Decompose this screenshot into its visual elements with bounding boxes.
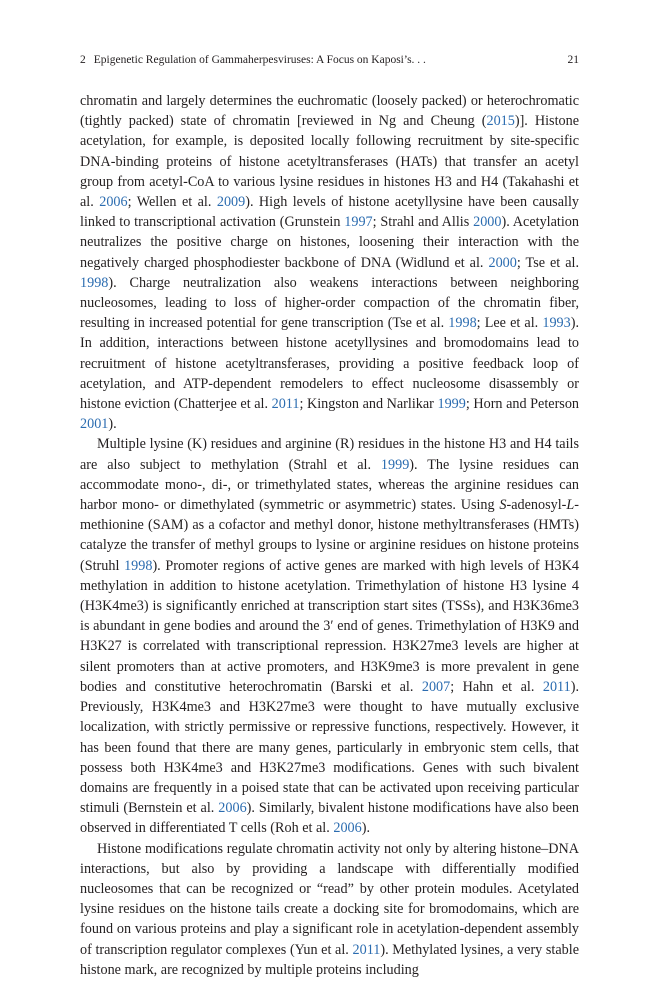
text-run: Multiple lysine (K) residues and arginine (R) residues in the histone H3 and H4 tails are also subject to methylation (Strahl et al.	[80, 436, 579, 473]
text-run: ). Promoter regions of active genes are marked with high levels of H3K4 methylation in addition to histone acetylation. Trimethylation of histone H3 lysine 4 (H3K4me3) is significantly enriched at transcription start sites (TSSs), and H3K36me3 is abundant in gene bodies and around the 3′ end of genes. Trimethylation of H3K9 and H3K27 is correlated with transcriptional repression. H3K27me3 levels are higher at silent promoters than at active promoters, and H3K9me3 is more prevalent in gene bodies and constitutive heterochromatin (Barski et al.	[80, 557, 579, 695]
citation-link[interactable]: 1999	[380, 456, 410, 473]
chapter-number: 2	[80, 54, 86, 66]
text-run: ). In addition, interactions between histone acetyllysines and bromodomains lead to recruitment of histone acetyltransferases, providing a positive feedback loop of acetylation, and ATP-dependent remodelers to effect nucleosome disassembly or histone eviction (Chatterjee et al.	[80, 315, 579, 413]
citation-link[interactable]: 2000	[473, 214, 502, 231]
citation-link[interactable]: 2000	[488, 254, 517, 271]
text-run: ).	[108, 416, 117, 433]
text-run: ). Methylated lysines, a very stable histone mark, are recognized by multiple proteins including	[80, 941, 579, 978]
text-run: Histone modifications regulate chromatin activity not only by altering histone–DNA interactions, but also by providing a landscape with differentially modified nucleosomes that can be recognized or “read” by other protein modules. Acetylated lysine residues on the histone tails create a docking site for bromodomains, which are found on various proteins and play a significant role in acetylation-dependent assembly of transcription regulator complexes (Yun et al.	[80, 840, 579, 958]
citation-link[interactable]: 2007	[421, 678, 451, 695]
body-text	[80, 91, 579, 980]
paragraph-3	[80, 839, 579, 980]
italic-text: S	[499, 497, 507, 514]
citation-link[interactable]: 1993	[542, 315, 571, 332]
running-head	[80, 52, 579, 68]
text-run: ). Charge neutralization also weakens interactions between neighboring nucleosomes, leading to loss of higher-order compaction of the chromatin fiber, resulting in increased potential for gene transcription (Tse et al.	[80, 274, 579, 332]
citation-link[interactable]: 1998	[80, 274, 109, 291]
citation-link[interactable]: 2011	[352, 941, 381, 958]
citation-link[interactable]: 2015	[486, 113, 515, 130]
citation-link[interactable]: 1997	[344, 214, 373, 231]
citation-link[interactable]: 2006	[333, 820, 362, 837]
text-run: ). The lysine residues can accommodate mono-, di-, or trimethylated states, whereas the arginine residues can harbor mono- or dimethylated (symmetric or asymmetric) states. Using	[80, 456, 579, 514]
citation-link[interactable]: 1998	[124, 557, 153, 574]
citation-link[interactable]: 1999	[437, 396, 466, 413]
citation-link[interactable]: 2001	[80, 416, 109, 433]
text-run: ; Kingston and Narlikar	[299, 396, 438, 413]
text-run: ). High levels of histone acetyllysine have been causally linked to transcriptional activation (Grunstein	[80, 194, 579, 231]
text-run: -methionine (SAM) as a cofactor and methyl donor, histone methyltransferases (HMTs) catalyze the transfer of methyl groups to lysine or arginine residues on histone proteins (Struhl	[80, 497, 579, 574]
running-head-title	[80, 52, 434, 68]
paragraph-1	[80, 91, 579, 434]
citation-link[interactable]: 2011	[271, 396, 300, 413]
text-run: ; Tse et al.	[516, 254, 579, 271]
text-run: ; Wellen et al.	[127, 194, 217, 211]
italic-text: L	[566, 497, 575, 514]
text-run: )]. Histone acetylation, for example, is deposited locally following recruitment by site-specific DNA-binding proteins of histone acetyltransferases (HATs) that transfer an acetyl group from acetyl-CoA to various lysine residues in histones H3 and H4 (Takahashi et al.	[80, 113, 579, 211]
text-run: ). Acetylation neutralizes the positive charge on histones, loosening their interaction with the negatively charged phosphodiester backbone of DNA (Widlund et al.	[80, 214, 579, 271]
citation-link[interactable]: 2006	[99, 194, 128, 211]
citation-link[interactable]: 2006	[218, 800, 247, 817]
text-run: -adenosyl-	[506, 497, 567, 514]
citation-link[interactable]: 2009	[216, 194, 246, 211]
text-run: ; Lee et al.	[476, 315, 543, 332]
citation-link[interactable]: 2011	[542, 678, 571, 695]
text-run: ; Strahl and Allis	[372, 214, 474, 231]
text-run: ). Similarly, bivalent histone modifications have also been observed in differentiated T cells (Roh et al.	[80, 800, 580, 837]
text-run: ).	[361, 820, 370, 837]
citation-link[interactable]: 1998	[448, 315, 477, 332]
text-run: ; Horn and Peterson	[465, 396, 580, 413]
text-run: ). Previously, H3K4me3 and H3K27me3 were thought to have mutually exclusive localization, with strictly permissive or repressive functions, respectively. However, it has been found that there are many genes, particularly in embryonic stem cells, that possess both H3K4me3 and H3K27me3 modifications. Genes with such bivalent domains are frequently in a poised state that can be activated upon receiving particular stimuli (Bernstein et al.	[80, 678, 579, 817]
paragraph-2	[80, 434, 579, 838]
chapter-title: Epigenetic Regulation of Gammaherpesviruses: A Focus on Kaposi’s. . .	[93, 54, 426, 66]
text-run: chromatin and largely determines the euchromatic (loosely packed) or heterochromatic (tightly packed) state of chromatin [reviewed in Ng and Cheung (	[80, 93, 579, 130]
text-run: ; Hahn et al.	[450, 678, 543, 695]
page-number: 21	[567, 54, 579, 66]
